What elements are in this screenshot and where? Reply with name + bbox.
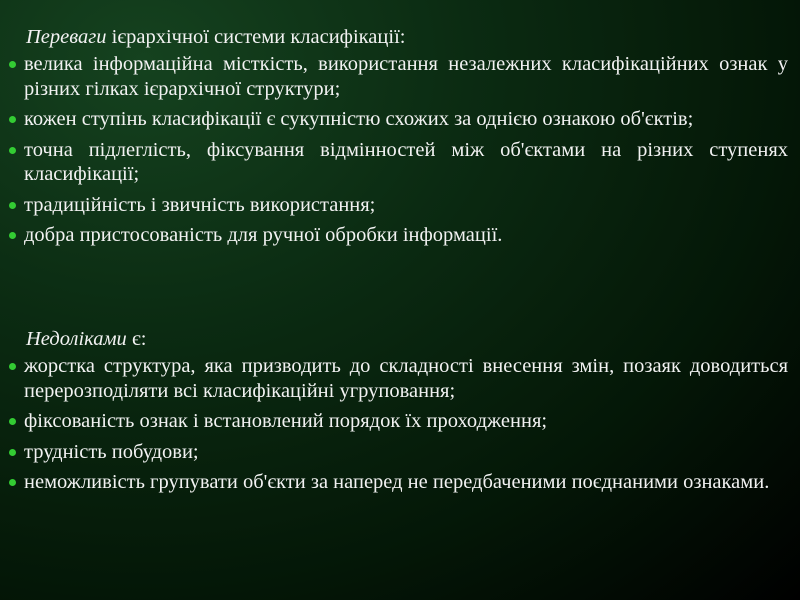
advantage-item	[8, 223, 788, 248]
disadvantage-item-text: фіксованість ознак і встановлений порядок їх проходження;	[24, 410, 548, 432]
advantage-item	[8, 52, 788, 101]
advantages-section	[8, 24, 788, 254]
disadvantage-item-text: неможливість групувати об'єкти за наперед не передбаченими поєднаними ознаками.	[24, 471, 770, 493]
disadvantages-list	[8, 354, 788, 495]
advantage-item	[8, 107, 788, 132]
disadvantage-item-text: трудність побудови;	[24, 440, 199, 463]
bullet-dot-icon	[9, 449, 16, 456]
advantages-list	[8, 52, 788, 248]
advantages-heading-italic: Переваги	[26, 26, 107, 48]
disadvantage-item	[8, 470, 788, 495]
bullet-dot-icon	[9, 232, 16, 239]
advantages-heading-text: ієрархічної системи класифікації:	[106, 26, 406, 48]
bullet-dot-icon	[9, 202, 16, 209]
advantage-item	[8, 138, 788, 187]
bullet-dot-icon	[9, 418, 16, 425]
advantage-item	[8, 193, 788, 218]
bullet-dot-icon	[9, 116, 16, 123]
disadvantages-heading-text: є:	[126, 328, 147, 350]
disadvantage-item	[8, 409, 788, 434]
disadvantages-heading	[26, 326, 788, 352]
bullet-dot-icon	[9, 363, 16, 370]
bullet-dot-icon	[9, 479, 16, 486]
disadvantage-item	[8, 354, 788, 403]
disadvantages-heading-italic: Недоліками	[26, 328, 127, 350]
advantage-item-text: традиційність і звичність використання;	[24, 193, 376, 216]
bullet-dot-icon	[9, 61, 16, 68]
advantage-item-text: кожен ступінь класифікації є сукупністю схожих за однією ознакою об'єктів;	[24, 108, 694, 130]
advantage-item-text: точна підлеглість, фіксування відмінностей між об'єктами на різних ступенях класифікації;	[24, 138, 788, 185]
disadvantage-item-text: жорстка структура, яка призводить до складності внесення змін, позаяк доводиться перерозподіляти всі класифікаційні угруповання;	[24, 355, 788, 402]
disadvantages-section	[8, 326, 788, 501]
advantage-item-text: велика інформаційна місткість, використання незалежних класифікаційних ознак у різних гілках ієрархічної структури;	[24, 53, 788, 100]
advantage-item-text: добра пристосованість для ручної обробки інформації.	[24, 224, 503, 246]
bullet-dot-icon	[9, 147, 16, 154]
disadvantage-item	[8, 440, 788, 465]
advantages-heading	[26, 24, 788, 50]
